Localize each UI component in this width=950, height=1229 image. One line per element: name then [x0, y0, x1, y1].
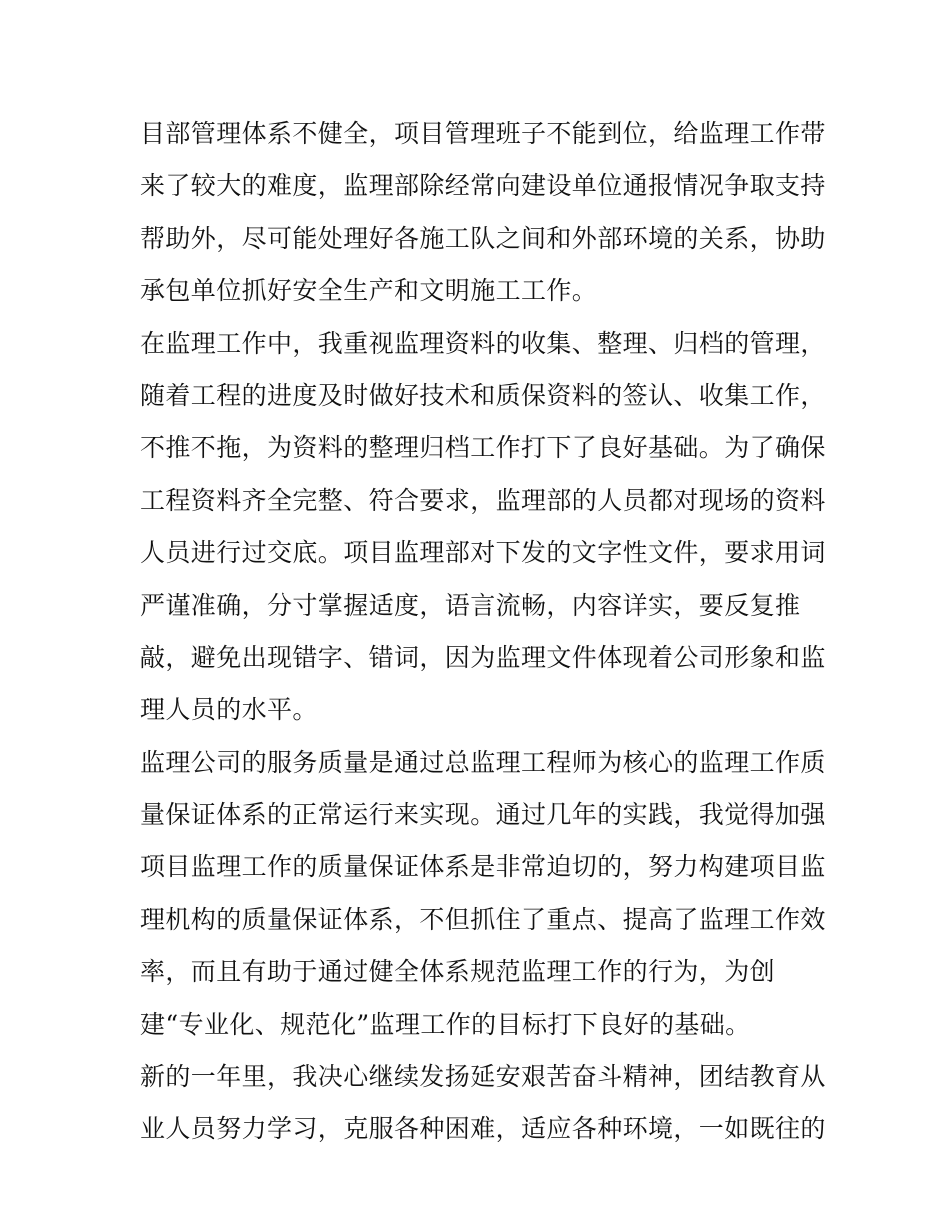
text-line: 新的一年里，我决心继续发扬延安艰苦奋斗精神，团结教育从	[140, 1062, 826, 1092]
text-line: 业人员努力学习，克服各种困难，适应各种环境，一如既往的	[140, 1114, 826, 1144]
text-line: 帮助外，尽可能处理好各施工队之间和外部环境的关系，协助	[140, 223, 826, 253]
text-line: 敲，避免出现错字、错词，因为监理文件体现着公司形象和监	[140, 642, 826, 672]
text-line: 目部管理体系不健全，项目管理班子不能到位，给监理工作带	[140, 119, 826, 148]
text-line: 监理公司的服务质量是通过总监理工程师为核心的监理工作质	[140, 747, 826, 777]
text-line: 随着工程的进度及时做好技术和质保资料的签认、收集工作，	[140, 380, 826, 410]
text-line: 量保证体系的正常运行来实现。通过几年的实践，我觉得加强	[140, 800, 826, 830]
text-line: 率，而且有助于通过健全体系规范监理工作的行为，为创	[140, 957, 776, 987]
text-line: 项目监理工作的质量保证体系是非常迫切的，努力构建项目监	[140, 852, 826, 882]
text-line: 在监理工作中，我重视监理资料的收集、整理、归档的管理，	[140, 328, 826, 358]
text-line: 工程资料齐全完整、符合要求，监理部的人员都对现场的资料	[140, 485, 826, 515]
text-line: 来了较大的难度，监理部除经常向建设单位通报情况争取支持	[140, 171, 826, 201]
text-line: 理人员的水平。	[140, 695, 318, 725]
text-line: 理机构的质量保证体系，不但抓住了重点、提高了监理工作效	[140, 904, 826, 934]
body-text	[140, 108, 826, 1156]
text-line: 承包单位抓好安全生产和文明施工工作。	[140, 276, 598, 306]
text-line: 建“专业化、规范化”监理工作的目标打下良好的基础。	[140, 1009, 751, 1039]
text-line: 人员进行过交底。项目监理部对下发的文字性文件，要求用词	[140, 538, 826, 568]
text-line: 严谨准确，分寸掌握适度，语言流畅，内容详实，要反复推	[140, 590, 801, 620]
text-line: 不推不拖，为资料的整理归档工作打下了良好基础。为了确保	[140, 433, 826, 463]
